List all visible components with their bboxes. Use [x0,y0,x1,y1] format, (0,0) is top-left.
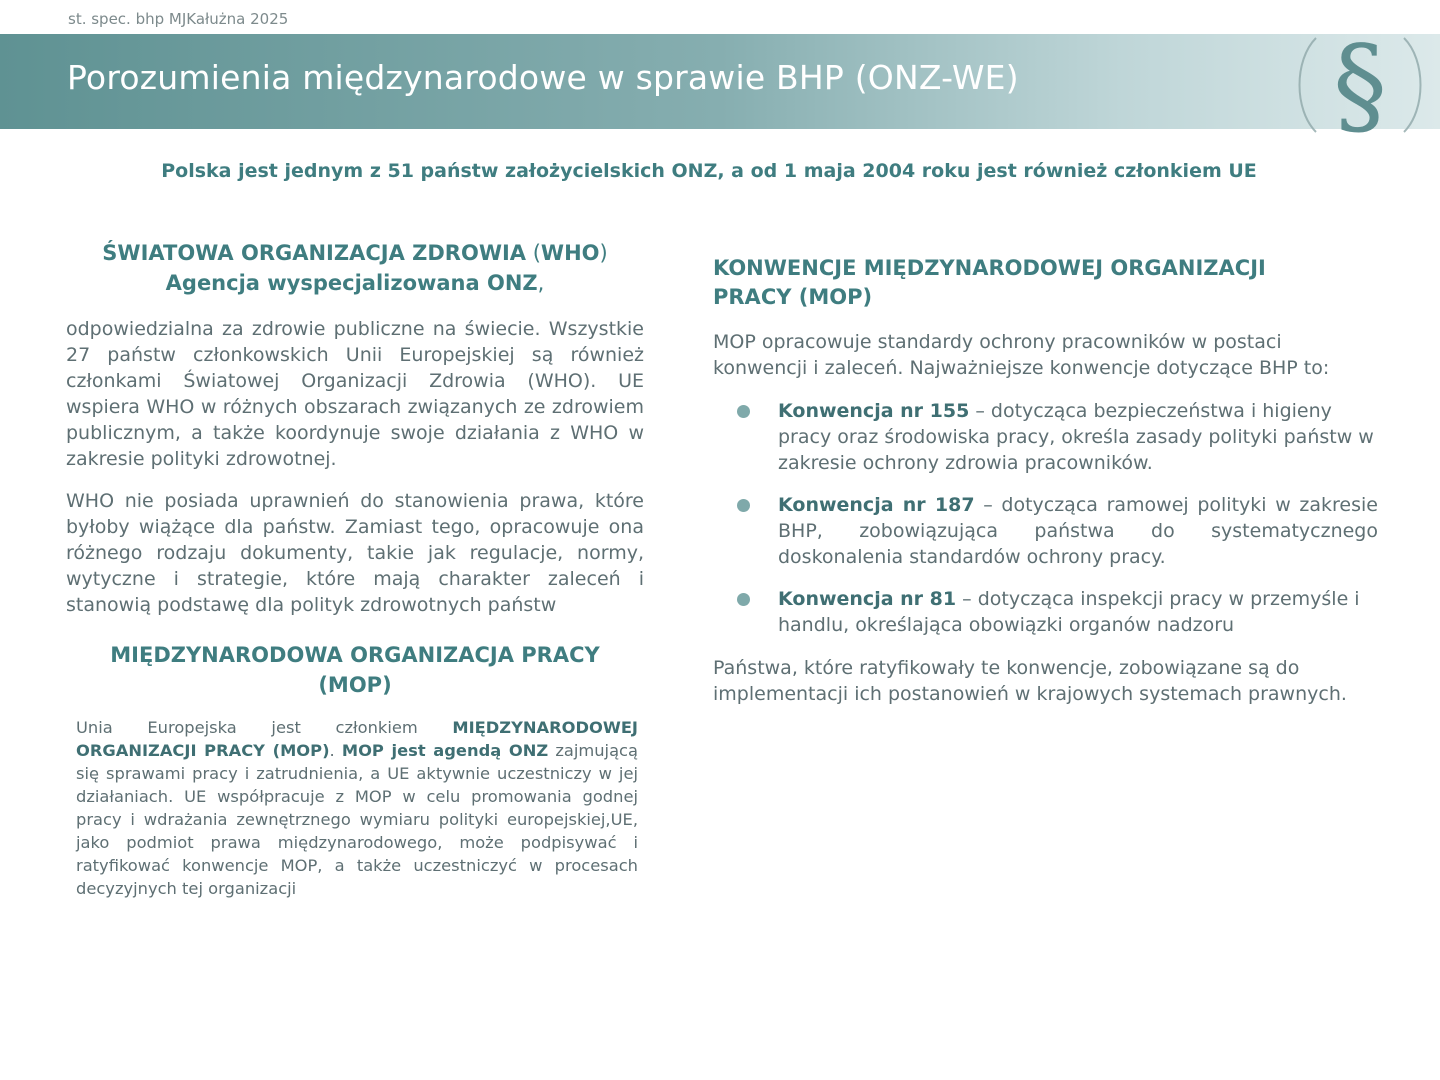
page-title: Porozumienia międzynarodowe w sprawie BHP (ONZ-WE) [67,58,1019,97]
conventions-heading: KONWENCJE MIĘDZYNARODOWEJ ORGANIZACJI PRACY (MOP) [713,256,1266,309]
subtitle: Polska jest jednym z 51 państw założycielskich ONZ, a od 1 maja 2004 roku jest również członkiem UE [161,160,1257,182]
title-banner [0,30,1440,140]
paragraph-section-icon [1292,30,1428,140]
conventions-closing: Państwa, które ratyfikowały te konwencje, zobowiązane są do implementacji ich postanowień w krajowych systemach prawnych. [713,657,1347,705]
logo-symbol: § [1333,30,1387,140]
bullet-icon [737,499,750,512]
list-item: Konwencja nr 155 – dotycząca bezpieczeństwa i higieny pracy oraz środowiska pracy, określa zasady polityki państw w zakresie ochrony zdrowia pracowników. [713,398,1378,476]
right-column [713,254,1378,707]
left-column [66,238,644,900]
bullet-icon [737,593,750,606]
list-item: Konwencja nr 81 – dotycząca inspekcji pracy w przemyśle i handlu, określająca obowiązki organów nadzoru [713,586,1378,638]
mop-paragraph: Unia Europejska jest członkiem MIĘDZYNARODOWEJ ORGANIZACJI PRACY (MOP). MOP jest agendą ONZ zajmującą się sprawami pracy i zatrudnienia, a UE aktywnie uczestniczy w jej działaniach. UE współpracuje z MOP w celu promowania godnej pracy i wdrażania zewnętrznego wymiaru polityki europejskiej,UE, jako podmiot prawa międzynarodowego, może podpisywać i ratyfikować konwencje MOP, a także uczestniczyć w procesach decyzyjnych tej organizacji [76,718,638,898]
who-paragraph-1: odpowiedzialna za zdrowie publiczne na świecie. Wszystkie 27 państw członkowskich Unii Europejskiej są również członkami Światowej Organizacji Zdrowia (WHO). UE wspiera WHO w różnych obszarach związanych ze zdrowiem publicznym, a także koordynuje swoje działania z WHO w zakresie polityki zdrowotnej. [66,318,644,470]
mop-heading: MIĘDZYNARODOWA ORGANIZACJA PRACY (MOP) [110,643,600,697]
list-item: Konwencja nr 187 – dotycząca ramowej polityki w zakresie BHP, zobowiązująca państwa do systematycznego doskonalenia standardów ochrony pracy. [713,492,1378,570]
author-label: st. spec. bhp MJKałużna 2025 [68,10,289,28]
conventions-intro: MOP opracowuje standardy ochrony pracowników w postaci konwencji i zaleceń. Najważniejsze konwencje dotyczące BHP to: [713,331,1330,379]
who-heading: ŚWIATOWA ORGANIZACJA ZDROWIA (WHO) Agencja wyspecjalizowana ONZ, [102,241,608,295]
who-paragraph-2: WHO nie posiada uprawnień do stanowienia prawa, które byłoby wiążące dla państw. Zamiast tego, opracowuje ona różnego rodzaju dokumenty, takie jak regulacje, normy, wytyczne i strategie, które mają charakter zaleceń i stanowią podstawę dla polityk zdrowotnych państw [66,490,644,616]
conventions-list [713,398,1378,638]
bullet-icon [737,405,750,418]
